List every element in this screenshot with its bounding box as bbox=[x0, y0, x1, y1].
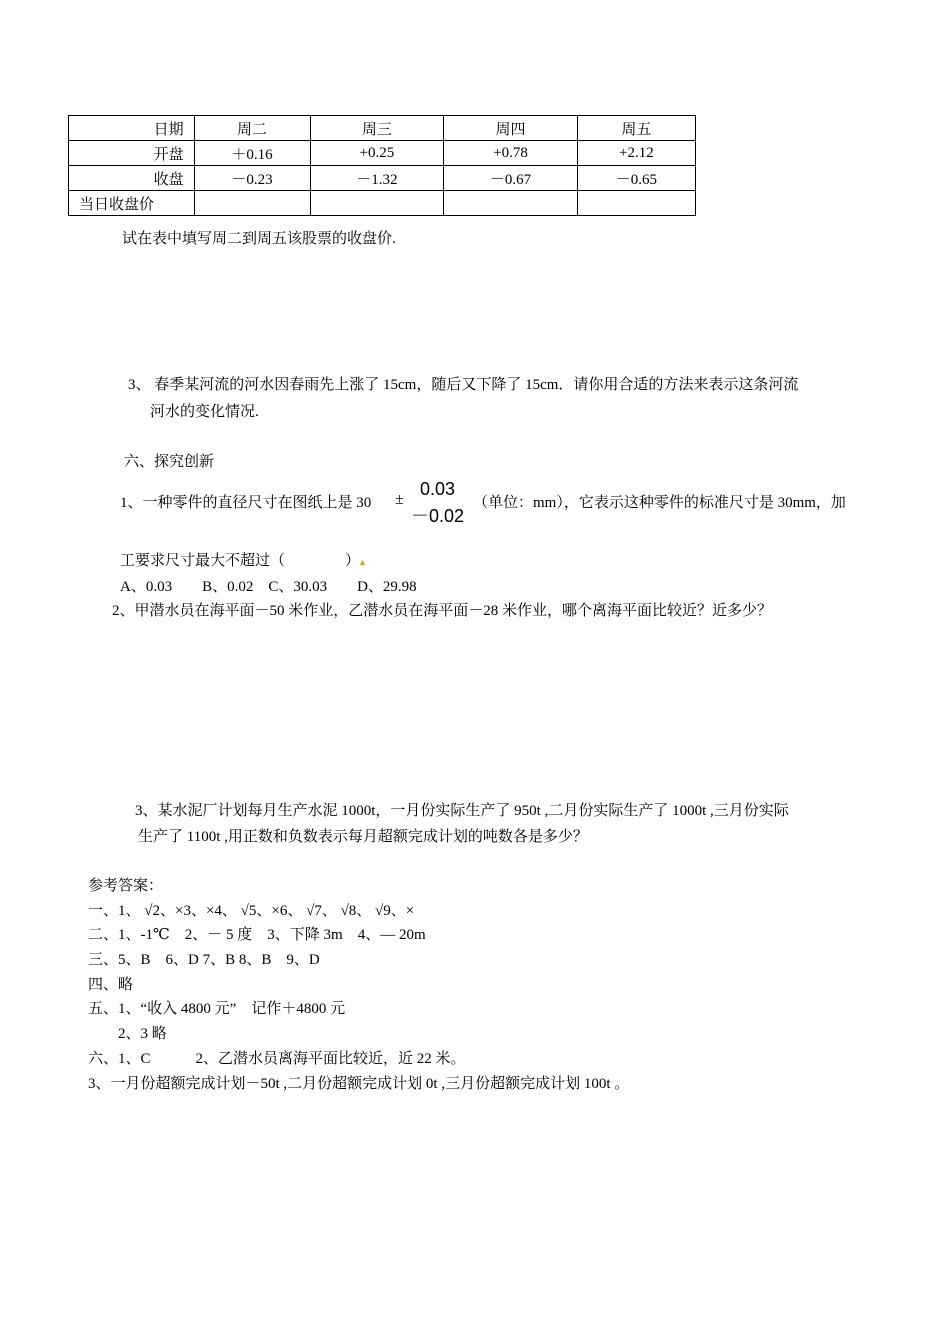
s6-q1-line-2 bbox=[120, 549, 365, 570]
table-cell: －0.65 bbox=[577, 166, 695, 191]
header-cell: 周五 bbox=[577, 116, 695, 141]
plus-minus-sign: ± bbox=[395, 491, 404, 508]
table-cell: +0.78 bbox=[444, 141, 578, 166]
table-cell: －1.32 bbox=[310, 166, 444, 191]
answer-line: 六、1、C 2、乙潜水员离海平面比较近，近 22 米。 bbox=[88, 1051, 466, 1067]
table-row bbox=[69, 141, 696, 166]
header-cell: 周二 bbox=[194, 116, 310, 141]
header-cell: 周三 bbox=[310, 116, 444, 141]
stock-price-table bbox=[68, 115, 696, 216]
table-row bbox=[69, 191, 696, 216]
row-label: 收盘 bbox=[69, 166, 195, 191]
table-row bbox=[69, 166, 696, 191]
table-cell: －0.67 bbox=[444, 166, 578, 191]
empty-answer-cell[interactable] bbox=[577, 191, 695, 216]
s6-q3-line-1: 3、某水泥厂计划每月生产水泥 1000t，一月份实际生产了 950t ,二月份实际生产了 1000t ,三月份实际 bbox=[135, 803, 789, 819]
table-cell: －0.23 bbox=[194, 166, 310, 191]
header-cell: 日期 bbox=[69, 116, 195, 141]
question-3-line-1: 3、 春季某河流的河水因春雨先上涨了 15cm，随后又下降了 15cm．请你用合适的方法来表示这条河流 bbox=[128, 377, 799, 393]
answer-line: 四、略 bbox=[88, 977, 134, 993]
s6-q3-line-2: 生产了 1100t ,用正数和负数表示每月超额完成计划的吨数各是多少？ bbox=[138, 829, 588, 845]
answer-line: 2、3 略 bbox=[88, 1026, 167, 1042]
s6-q2: 2、甲潜水员在海平面－50 米作业，乙潜水员在海平面－28 米作业，哪个离海平面比较近？近多少？ bbox=[112, 603, 773, 619]
answers-title: 参考答案： bbox=[88, 878, 164, 894]
section-6-title: 六、探究创新 bbox=[124, 454, 215, 470]
question-3-line-2: 河水的变化情况. bbox=[150, 404, 259, 420]
answer-line: 三、5、B 6、D 7、B 8、B 9、D bbox=[88, 952, 320, 968]
table-cell: +2.12 bbox=[577, 141, 695, 166]
s6-q1-suffix: （单位：mm），它表示这种零件的标准尺寸是 30mm，加 bbox=[473, 495, 846, 511]
row-label: 当日收盘价 bbox=[69, 191, 195, 216]
answer-line: 一、1、 √2、×3、×4、 √5、×6、 √7、 √8、 √9、× bbox=[88, 903, 415, 919]
s6-q1-line-2-text: 工要求尺寸最大不超过（ ） bbox=[120, 553, 361, 569]
tolerance-lower: －0.02 bbox=[410, 506, 465, 526]
header-cell: 周四 bbox=[444, 116, 578, 141]
s6-q1-options: A、0.03 B、0.02 C、30.03 D、29.98 bbox=[120, 579, 417, 595]
edit-mark-icon: ▴ bbox=[360, 557, 366, 568]
s6-q1-prefix: 1、一种零件的直径尺寸在图纸上是 30 bbox=[120, 495, 372, 511]
empty-answer-cell[interactable] bbox=[194, 191, 310, 216]
table-cell: +0.25 bbox=[310, 141, 444, 166]
table-header-row bbox=[69, 116, 696, 141]
tolerance-fraction bbox=[400, 476, 475, 530]
tolerance-upper: 0.03 bbox=[419, 479, 456, 499]
row-label: 开盘 bbox=[69, 141, 195, 166]
empty-answer-cell[interactable] bbox=[444, 191, 578, 216]
answer-line: 五、1、“收入 4800 元” 记作＋4800 元 bbox=[88, 1001, 346, 1017]
answer-line: 3、一月份超额完成计划－50t ,二月份超额完成计划 0t ,三月份超额完成计划 100t 。 bbox=[88, 1076, 630, 1092]
table-cell: ＋0.16 bbox=[194, 141, 310, 166]
table-instruction: 试在表中填写周二到周五该股票的收盘价. bbox=[122, 231, 396, 247]
empty-answer-cell[interactable] bbox=[310, 191, 444, 216]
answer-line: 二、1、-1℃ 2、－ 5 度 3、下降 3m 4、— 20m bbox=[88, 927, 426, 943]
